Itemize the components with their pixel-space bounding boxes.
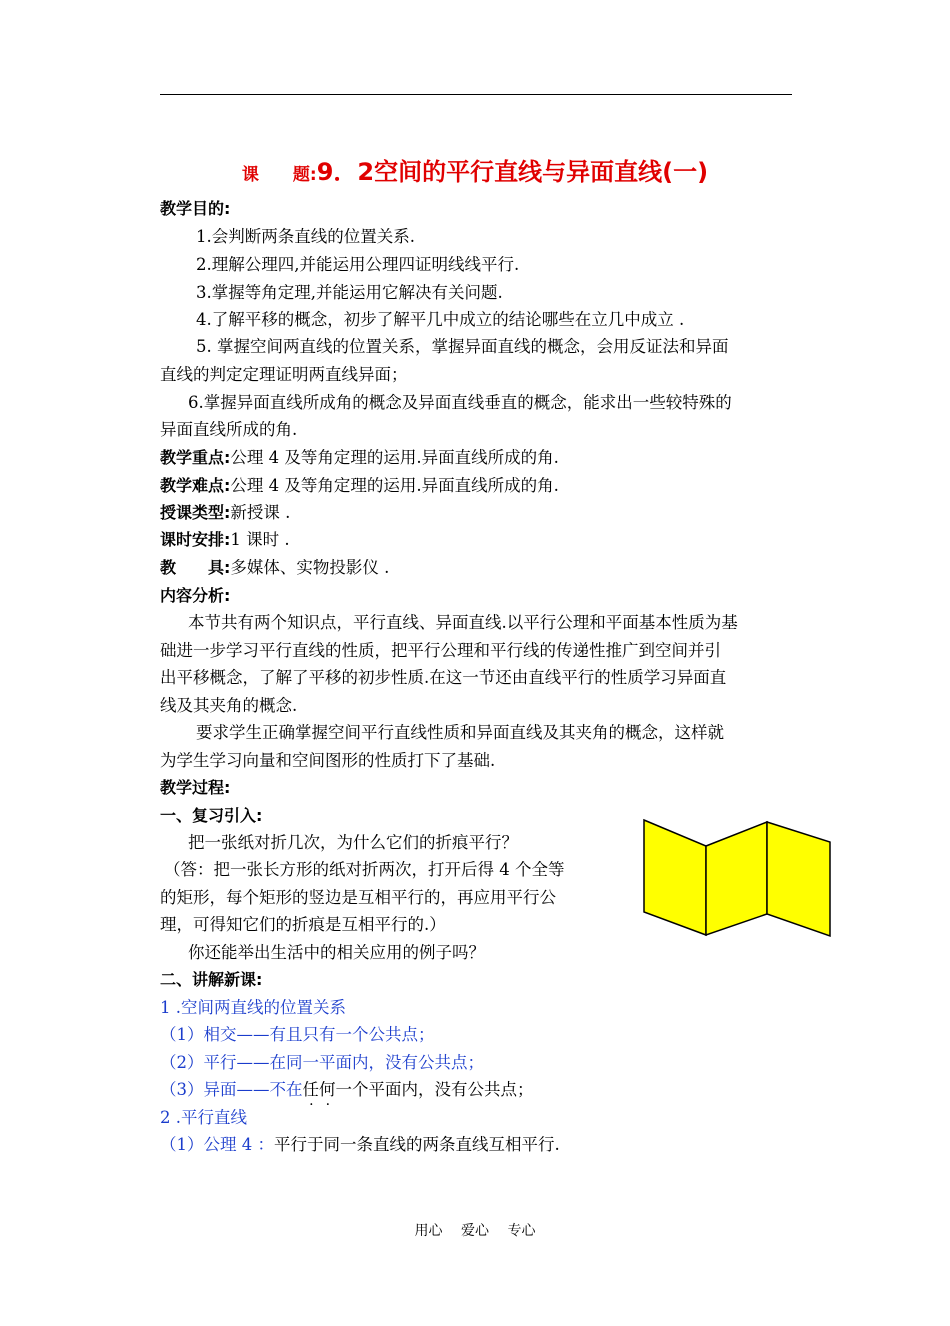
page-footer: 用心 爱心 专心 <box>414 1223 536 1239</box>
relation-parallel <box>160 1052 484 1074</box>
emphasis-char: 任 <box>302 1080 319 1099</box>
meta-label: 教学难点: <box>160 476 231 495</box>
analysis-line: 本节共有两个知识点，平行直线、异面直线.以平行公理和平面基本性质为基 <box>188 613 738 632</box>
fold-panel <box>644 820 706 935</box>
difficult-points <box>160 475 559 497</box>
axiom-label: （1）公理 4 ： <box>160 1135 274 1154</box>
axiom-text: 平行于同一条直线的两条直线互相平行. <box>274 1135 560 1154</box>
review-line: 的矩形，每个矩形的竖边是互相平行的，再应用平行公 <box>160 888 556 907</box>
title-text: 9．2空间的平行直线与异面直线(一) <box>316 158 709 186</box>
relation-intersect <box>160 1024 435 1046</box>
relation-text: 一个平面内，没有公共点； <box>335 1080 534 1099</box>
meta-value: 多媒体、实物投影仪 . <box>230 558 390 577</box>
meta-label: 教 具: <box>160 558 231 577</box>
review-line: 理，可得知它们的折痕是互相平行的.） <box>160 915 446 934</box>
lesson-title <box>0 152 950 187</box>
objective-item: 异面直线所成的角. <box>160 420 298 439</box>
axiom-four <box>160 1134 560 1156</box>
new-lesson-heading: 二、讲解新课: <box>160 970 263 989</box>
emphasis-char: 何 <box>319 1080 336 1099</box>
title-label: 课 题: <box>241 165 317 185</box>
meta-label: 课时安排: <box>160 530 231 549</box>
analysis-line: 础进一步学习平行直线的性质，把平行公理和平行线的传递性推广到空间并引 <box>160 641 721 660</box>
process-heading: 教学过程: <box>160 778 231 797</box>
review-line: 把一张纸对折几次，为什么它们的折痕平行？ <box>188 833 518 852</box>
schedule <box>160 529 290 551</box>
lesson-type <box>160 502 290 524</box>
review-heading: 一、复习引入: <box>160 806 263 825</box>
objective-item: 2.理解公理四,并能运用公理四证明线线平行. <box>196 255 520 274</box>
meta-value: 公理 4 及等角定理的运用.异面直线所成的角. <box>230 476 559 495</box>
fold-panel <box>767 822 830 936</box>
analysis-line: 出平移概念，了解了平移的初步性质.在这一节还由直线平行的性质学习异面直 <box>160 668 727 687</box>
section-relations: 1 .空间两直线的位置关系 <box>160 998 346 1017</box>
objectives-heading: 教学目的: <box>160 199 231 218</box>
meta-label: 教学重点: <box>160 448 231 467</box>
key-points <box>160 447 559 469</box>
analysis-line: 要求学生正确掌握空间平行直线性质和异面直线及其夹角的概念，这样就 <box>196 723 724 742</box>
header-rule <box>160 94 792 95</box>
meta-value: 1 课时 . <box>230 530 290 549</box>
objective-item: 直线的判定定理证明两直线异面； <box>160 365 408 384</box>
objective-item: 6.掌握异面直线所成角的概念及异面直线垂直的概念，能求出一些较特殊的 <box>188 393 732 412</box>
objective-item: 5. 掌握空间两直线的位置关系，掌握异面直线的概念，会用反证法和异面 <box>196 337 729 356</box>
analysis-line: 线及其夹角的概念. <box>160 696 298 715</box>
relation-text: （1）相交——有且只有一个公共点； <box>160 1025 435 1044</box>
objective-item: 1.会判断两条直线的位置关系. <box>196 227 415 246</box>
fold-panel <box>706 822 767 935</box>
review-line: （答：把一张长方形的纸对折两次，打开后得 4 个全等 <box>164 860 565 879</box>
analysis-line: 为学生学习向量和空间图形的性质打下了基础. <box>160 751 496 770</box>
analysis-heading: 内容分析: <box>160 586 231 605</box>
relation-skew <box>160 1079 534 1101</box>
section-parallel-lines: 2 .平行直线 <box>160 1108 247 1127</box>
meta-value: 公理 4 及等角定理的运用.异面直线所成的角. <box>230 448 559 467</box>
objective-item: 3.掌握等角定理,并能运用它解决有关问题. <box>196 283 503 302</box>
meta-label: 授课类型: <box>160 503 231 522</box>
review-line: 你还能举出生活中的相关应用的例子吗？ <box>188 943 485 962</box>
meta-value: 新授课 . <box>230 503 291 522</box>
relation-text: （2）平行——在同一平面内，没有公共点； <box>160 1053 484 1072</box>
objective-item: 4.了解平移的概念，初步了解平几中成立的结论哪些在立几中成立 . <box>196 310 685 329</box>
folded-paper-figure <box>642 818 834 938</box>
relation-text: （3）异面——不在 <box>160 1080 303 1099</box>
teaching-aids <box>160 557 389 579</box>
